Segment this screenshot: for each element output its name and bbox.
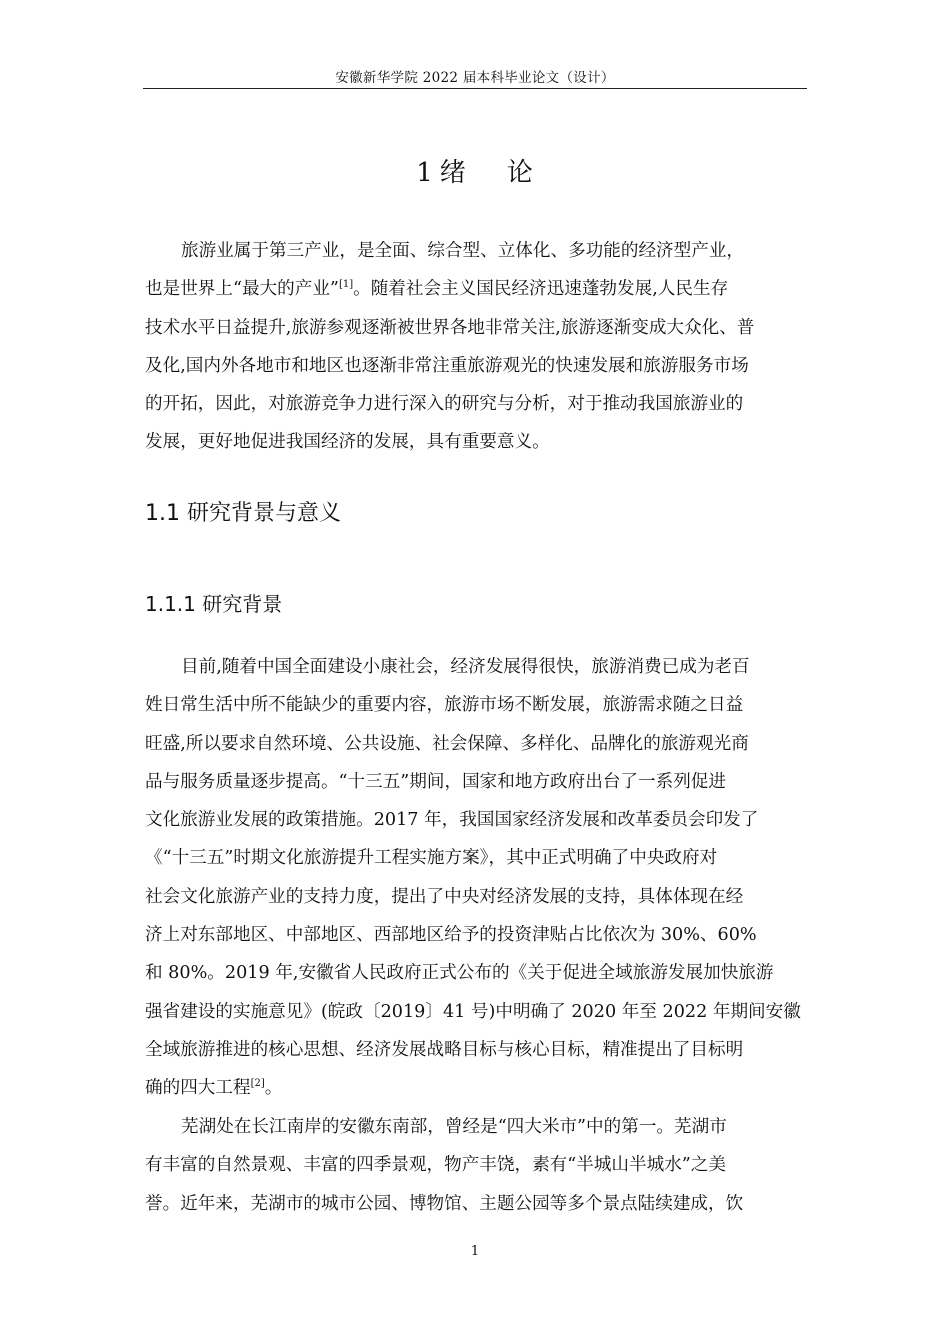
paragraph-line: 发展，更好地促进我国经济的发展，具有重要意义。 — [145, 432, 550, 453]
chapter-title — [0, 152, 950, 189]
running-header: 安徽新华学院 2022 届本科毕业论文（设计） — [335, 70, 615, 86]
paragraph-line: 社会文化旅游产业的支持力度，提出了中央对经济发展的支持，具体体现在经 — [145, 886, 744, 907]
background-paragraph — [145, 648, 807, 1108]
paragraph-line-text: 。 — [264, 1078, 283, 1099]
paragraph-line-text: 。随着社会主义国民经济迅速蓬勃发展,人民生存 — [353, 279, 729, 300]
paragraph-line — [145, 270, 807, 308]
paragraph-line: 目前,随着中国全面建设小康社会，经济发展得很快，旅游消费已成为老百 — [181, 657, 750, 677]
header-rule — [143, 88, 807, 89]
chapter-title-part1: 绪 — [439, 158, 467, 188]
paragraph-line: 济上对东部地区、中部地区、西部地区给予的投资津贴占比依次为 30%、60% — [145, 925, 757, 946]
paragraph-line-text: 确的四大工程 — [145, 1078, 251, 1099]
wuhu-paragraph — [145, 1108, 807, 1223]
paragraph-line: 强省建设的实施意见》(皖政〔2019〕41 号)中明确了 2020 年至 2022 年期间安徽 — [145, 1001, 801, 1022]
citation-ref[interactable]: [2] — [250, 1078, 265, 1090]
paragraph-line: 姓日常生活中所不能缺少的重要内容，旅游市场不断发展，旅游需求随之日益 — [145, 695, 744, 716]
paragraph-line: 有丰富的自然景观、丰富的四季景观，物产丰饶，素有“半城山半城水”之美 — [145, 1155, 726, 1176]
paragraph-line: 和 80%。2019 年,安徽省人民政府正式公布的《关于促进全域旅游发展加快旅游 — [145, 963, 774, 984]
intro-paragraph — [145, 232, 807, 462]
paragraph-line: 旺盛,所以要求自然环境、公共设施、社会保障、多样化、品牌化的旅游观光商 — [145, 733, 749, 754]
paragraph-line: 誉。近年来，芜湖市的城市公园、博物馆、主题公园等多个景点陆续建成，饮 — [145, 1193, 744, 1214]
citation-ref[interactable]: [1] — [338, 279, 354, 291]
chapter-number: 1 — [416, 158, 434, 188]
paragraph-line: 品与服务质量逐步提高。“十三五”期间，国家和地方政府出台了一系列促进 — [145, 771, 726, 792]
paragraph-line: 的开拓，因此，对旅游竞争力进行深入的研究与分析，对于推动我国旅游业的 — [145, 394, 744, 415]
page-number: 1 — [470, 1244, 480, 1259]
section-heading: 1.1 研究背景与意义 — [145, 501, 341, 526]
subsection-heading: 1.1.1 研究背景 — [145, 592, 283, 616]
paragraph-line: 文化旅游业发展的政策措施。2017 年，我国国家经济发展和改革委员会印发了 — [145, 810, 759, 831]
paragraph-line — [145, 1069, 807, 1107]
paragraph-line: 旅游业属于第三产业，是全面、综合型、立体化、多功能的经济型产业， — [181, 241, 745, 261]
chapter-title-part2: 论 — [506, 158, 534, 188]
paragraph-line: 全域旅游推进的核心思想、经济发展战略目标与核心目标，精准提出了目标明 — [145, 1039, 744, 1060]
paragraph-line: 《“十三五”时期文化旅游提升工程实施方案》，其中正式明确了中央政府对 — [145, 848, 718, 869]
paragraph-line: 及化,国内外各地市和地区也逐渐非常注重旅游观光的快速发展和旅游服务市场 — [145, 355, 749, 376]
paragraph-line: 芜湖处在长江南岸的安徽东南部，曾经是“四大米市”中的第一。芜湖市 — [181, 1117, 727, 1137]
paragraph-line: 技术水平日益提升,旅游参观逐渐被世界各地非常关注,旅游逐渐变成大众化、普 — [145, 317, 755, 338]
paragraph-line-text: 也是世界上“最大的产业” — [145, 279, 339, 300]
